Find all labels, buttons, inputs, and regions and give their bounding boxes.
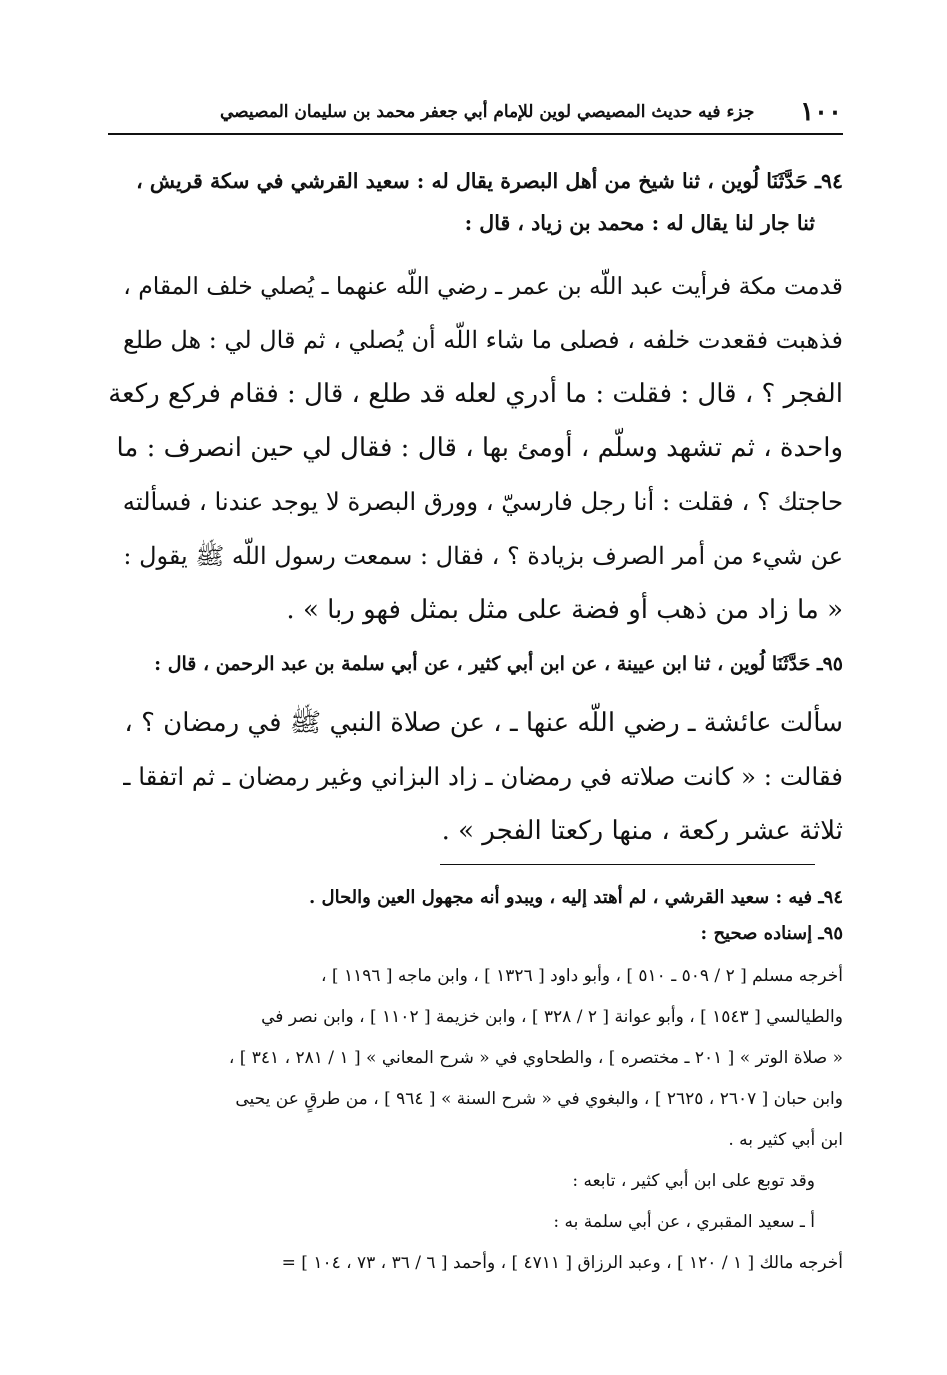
footnote-heading: ٩٥ـ إسناده صحيح : <box>700 923 843 944</box>
text-line: ثلاثة عشر ركعة ، منها ركعتا الفجر » . <box>441 816 843 846</box>
page-header <box>220 98 842 126</box>
footnote-separator <box>440 864 815 865</box>
text-line: سألت عائشة ـ رضي اللّه عنها ـ ، عن صلاة النبي ﷺ في رمضان ؟ ، <box>124 708 843 738</box>
text-line: الفجر ؟ ، قال : فقلت : ما أدري لعله قد طلع ، قال : فقام فركع ركعة <box>108 379 843 409</box>
text-line: واحدة ، ثم تشهد وسلّم ، أومئ بها ، قال : فقال لي حين انصرف : ما <box>116 433 843 463</box>
footnote-95-takhrij <box>108 956 843 1284</box>
header-rule <box>108 133 843 135</box>
takhrij-line: « صلاة الوتر » [ ٢٠١ ـ مختصره ] ، والطحاوي في « شرح المعاني » [ ١ / ٢٨١ ، ٣٤١ ] ، <box>228 1048 843 1068</box>
text-line: قدمت مكة فرأيت عبد اللّه بن عمر ـ رضي اللّه عنهما ـ يُصلي خلف المقام ، <box>123 272 843 300</box>
hadith-94-chain <box>108 160 843 244</box>
takhrij-line: أ ـ سعيد المقبري ، عن أبي سلمة به : <box>553 1212 815 1232</box>
chain-line: ثنا جار لنا يقال له : محمد بن زياد ، قال : <box>464 211 815 235</box>
takhrij-line: أخرجه مالك [ ١ / ١٢٠ ] ، وعبد الرزاق [ ٤٧١١ ] ، وأحمد [ ٦ / ٣٦ ، ٧٣ ، ١٠٤ ] = <box>281 1253 843 1273</box>
takhrij-line: وقد توبع على ابن أبي كثير ، تابعه : <box>572 1171 815 1191</box>
page-number: ١٠٠ <box>800 97 842 127</box>
footnote-line: ٩٤ـ فيه : سعيد القرشي ، لم أهتد إليه ، ويبدو أنه مجهول العين والحال . <box>308 887 843 908</box>
hadith-94-text <box>108 259 843 637</box>
hadith-95-chain <box>108 644 843 684</box>
text-line: حاجتك ؟ ، فقلت : أنا رجل فارسيّ ، وورق البصرة لا يوجد عندنا ، فسألته <box>122 487 843 516</box>
text-line: فذهبت فقعدت خلفه ، فصلى ما شاء اللّه أن يُصلي ، ثم قال لي : هل طلع <box>123 326 843 354</box>
takhrij-line: أخرجه مسلم [ ٢ / ٥٠٩ ـ ٥١٠ ] ، وأبو داود [ ١٣٢٦ ] ، وابن ماجه [ ١١٩٦ ] ، <box>321 966 843 986</box>
chain-line: ٩٤ـ حَدَّثَنَا لُوين ، ثنا شيخ من أهل البصرة يقال له : سعيد القرشي في سكة قريش ، <box>136 169 843 193</box>
text-line: « ما زاد من ذهب أو فضة على مثل بمثل فهو ربا » . <box>286 595 843 625</box>
takhrij-line: ابن أبي كثير به . <box>728 1130 843 1150</box>
running-title: جزء فيه حديث المصيصي لوين للإمام أبي جعفر محمد بن سليمان المصيصي <box>220 102 755 122</box>
footnote-94 <box>108 880 843 952</box>
chain-line: ٩٥ـ حَدَّثَنَا لُوين ، ثنا ابن عيينة ، عن ابن أبي كثير ، عن أبي سلمة بن عبد الرحمن ، قال : <box>154 653 843 675</box>
text-line: عن شيء من أمر الصرف بزيادة ؟ ، فقال : سمعت رسول اللّه ﷺ يقول : <box>123 542 843 570</box>
takhrij-line: والطيالسي [ ١٥٤٣ ] ، وأبو عوانة [ ٢ / ٣٢٨ ] ، وابن خزيمة [ ١١٠٢ ] ، وابن نصر في <box>261 1007 843 1027</box>
takhrij-line: وابن حبان [ ٢٦٠٧ ، ٢٦٢٥ ] ، والبغوي في « شرح السنة » [ ٩٦٤ ] ، من طرقٍ عن يحيى <box>235 1089 843 1109</box>
hadith-95-text <box>108 696 843 858</box>
text-line: فقالت : « كانت صلاته في رمضان ـ زاد البزاني وغير رمضان ـ ثم اتفقا ـ <box>123 762 843 791</box>
